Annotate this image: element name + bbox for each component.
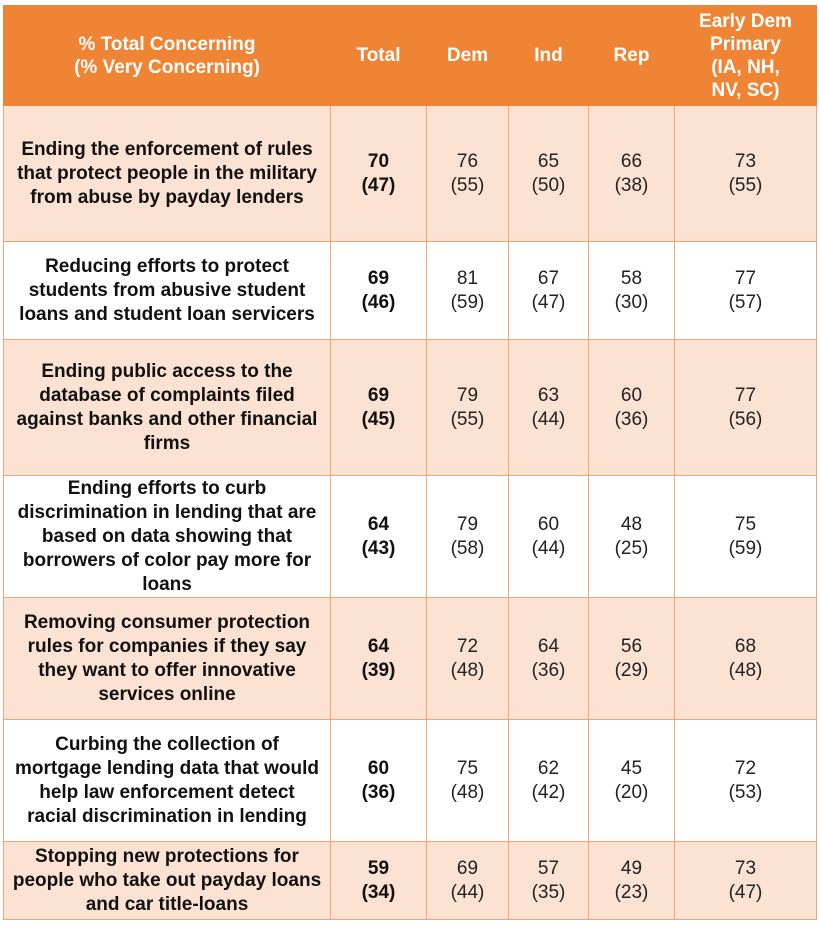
cell-early bbox=[675, 340, 817, 476]
very-value-total: (46) bbox=[361, 291, 396, 313]
cell-dem bbox=[427, 242, 509, 340]
header-row bbox=[4, 6, 817, 106]
value-early: 73 bbox=[734, 150, 757, 172]
value-rep: 48 bbox=[620, 513, 643, 535]
table-row bbox=[4, 242, 817, 340]
value-rep: 58 bbox=[620, 267, 643, 289]
cell-dem bbox=[427, 842, 509, 920]
row-label: Ending efforts to curb discrimination in lending that are based on data showing that borrowers of color pay more for loans bbox=[4, 476, 331, 598]
header-rep: Rep bbox=[589, 6, 675, 106]
very-value-total: (45) bbox=[361, 408, 396, 430]
very-value-rep: (25) bbox=[614, 537, 649, 559]
very-value-ind: (44) bbox=[531, 537, 566, 559]
cell-total bbox=[331, 842, 427, 920]
value-ind: 57 bbox=[537, 857, 560, 879]
very-value-total: (34) bbox=[361, 881, 396, 903]
very-value-early: (59) bbox=[728, 537, 763, 559]
cell-dem bbox=[427, 476, 509, 598]
cell-total bbox=[331, 720, 427, 842]
value-total: 70 bbox=[367, 150, 390, 172]
very-value-ind: (50) bbox=[531, 174, 566, 196]
header-early bbox=[675, 6, 817, 106]
header-label-line1: % Total Concerning bbox=[78, 33, 256, 55]
value-ind: 67 bbox=[537, 267, 560, 289]
cell-rep bbox=[589, 106, 675, 242]
value-rep: 66 bbox=[620, 150, 643, 172]
cell-ind bbox=[509, 720, 589, 842]
cell-early bbox=[675, 242, 817, 340]
cell-rep bbox=[589, 598, 675, 720]
value-rep: 60 bbox=[620, 384, 643, 406]
value-ind: 62 bbox=[537, 757, 560, 779]
cell-total bbox=[331, 476, 427, 598]
very-value-early: (47) bbox=[728, 881, 763, 903]
value-early: 75 bbox=[734, 513, 757, 535]
value-total: 64 bbox=[367, 635, 390, 657]
table-row bbox=[4, 598, 817, 720]
row-label: Removing consumer protection rules for companies if they say they want to offer innovative services online bbox=[4, 598, 331, 720]
cell-early bbox=[675, 106, 817, 242]
header-early-line2: Primary bbox=[710, 33, 781, 55]
very-value-dem: (59) bbox=[450, 291, 485, 313]
cell-ind bbox=[509, 842, 589, 920]
very-value-ind: (35) bbox=[531, 881, 566, 903]
very-value-total: (36) bbox=[361, 781, 396, 803]
very-value-early: (57) bbox=[728, 291, 763, 313]
very-value-rep: (20) bbox=[614, 781, 649, 803]
cell-dem bbox=[427, 720, 509, 842]
value-early: 73 bbox=[734, 857, 757, 879]
concern-table-wrapper bbox=[3, 5, 816, 920]
value-rep: 49 bbox=[620, 857, 643, 879]
value-rep: 45 bbox=[620, 757, 643, 779]
value-total: 60 bbox=[367, 757, 390, 779]
value-ind: 63 bbox=[537, 384, 560, 406]
very-value-rep: (38) bbox=[614, 174, 649, 196]
very-value-ind: (36) bbox=[531, 659, 566, 681]
very-value-ind: (44) bbox=[531, 408, 566, 430]
cell-rep bbox=[589, 720, 675, 842]
cell-ind bbox=[509, 106, 589, 242]
header-label-line2: (% Very Concerning) bbox=[74, 56, 260, 78]
cell-rep bbox=[589, 242, 675, 340]
very-value-total: (43) bbox=[361, 537, 396, 559]
value-dem: 79 bbox=[456, 384, 479, 406]
row-label: Stopping new protections for people who take out payday loans and car title-loans bbox=[4, 842, 331, 920]
very-value-rep: (29) bbox=[614, 659, 649, 681]
very-value-dem: (55) bbox=[450, 174, 485, 196]
value-dem: 79 bbox=[456, 513, 479, 535]
very-value-early: (53) bbox=[728, 781, 763, 803]
cell-total bbox=[331, 340, 427, 476]
value-total: 69 bbox=[367, 267, 390, 289]
very-value-early: (56) bbox=[728, 408, 763, 430]
value-early: 77 bbox=[734, 384, 757, 406]
value-early: 77 bbox=[734, 267, 757, 289]
header-ind: Ind bbox=[509, 6, 589, 106]
header-early-line1: Early Dem bbox=[699, 10, 792, 32]
very-value-total: (39) bbox=[361, 659, 396, 681]
row-label: Ending the enforcement of rules that protect people in the military from abuse by payday lenders bbox=[4, 106, 331, 242]
row-label: Reducing efforts to protect students from abusive student loans and student loan servicers bbox=[4, 242, 331, 340]
cell-total bbox=[331, 242, 427, 340]
cell-ind bbox=[509, 598, 589, 720]
table-row bbox=[4, 476, 817, 598]
header-early-line3: (IA, NH, bbox=[711, 56, 780, 78]
cell-dem bbox=[427, 340, 509, 476]
very-value-dem: (58) bbox=[450, 537, 485, 559]
cell-dem bbox=[427, 106, 509, 242]
very-value-ind: (47) bbox=[531, 291, 566, 313]
table-row bbox=[4, 720, 817, 842]
value-ind: 64 bbox=[537, 635, 560, 657]
cell-dem bbox=[427, 598, 509, 720]
cell-rep bbox=[589, 842, 675, 920]
concern-table bbox=[3, 5, 817, 920]
very-value-dem: (55) bbox=[450, 408, 485, 430]
value-early: 68 bbox=[734, 635, 757, 657]
very-value-early: (48) bbox=[728, 659, 763, 681]
cell-ind bbox=[509, 340, 589, 476]
table-row bbox=[4, 340, 817, 476]
cell-total bbox=[331, 106, 427, 242]
table-row bbox=[4, 106, 817, 242]
cell-ind bbox=[509, 242, 589, 340]
very-value-ind: (42) bbox=[531, 781, 566, 803]
value-total: 64 bbox=[367, 513, 390, 535]
value-dem: 76 bbox=[456, 150, 479, 172]
table-body bbox=[4, 106, 817, 920]
value-dem: 72 bbox=[456, 635, 479, 657]
value-total: 59 bbox=[367, 857, 390, 879]
cell-early bbox=[675, 476, 817, 598]
row-label: Curbing the collection of mortgage lending data that would help law enforcement detect racial discrimination in lending bbox=[4, 720, 331, 842]
value-dem: 81 bbox=[456, 267, 479, 289]
very-value-rep: (30) bbox=[614, 291, 649, 313]
cell-total bbox=[331, 598, 427, 720]
value-ind: 65 bbox=[537, 150, 560, 172]
value-early: 72 bbox=[734, 757, 757, 779]
header-label bbox=[4, 6, 331, 106]
row-label: Ending public access to the database of complaints filed against banks and other financial firms bbox=[4, 340, 331, 476]
table-row bbox=[4, 842, 817, 920]
value-ind: 60 bbox=[537, 513, 560, 535]
header-total: Total bbox=[331, 6, 427, 106]
value-rep: 56 bbox=[620, 635, 643, 657]
cell-early bbox=[675, 720, 817, 842]
very-value-rep: (23) bbox=[614, 881, 649, 903]
cell-early bbox=[675, 842, 817, 920]
cell-ind bbox=[509, 476, 589, 598]
very-value-rep: (36) bbox=[614, 408, 649, 430]
very-value-dem: (48) bbox=[450, 781, 485, 803]
header-early-line4: NV, SC) bbox=[711, 79, 780, 101]
value-dem: 69 bbox=[456, 857, 479, 879]
header-dem: Dem bbox=[427, 6, 509, 106]
cell-rep bbox=[589, 340, 675, 476]
very-value-early: (55) bbox=[728, 174, 763, 196]
very-value-dem: (48) bbox=[450, 659, 485, 681]
very-value-dem: (44) bbox=[450, 881, 485, 903]
cell-rep bbox=[589, 476, 675, 598]
value-total: 69 bbox=[367, 384, 390, 406]
value-dem: 75 bbox=[456, 757, 479, 779]
very-value-total: (47) bbox=[361, 174, 396, 196]
cell-early bbox=[675, 598, 817, 720]
